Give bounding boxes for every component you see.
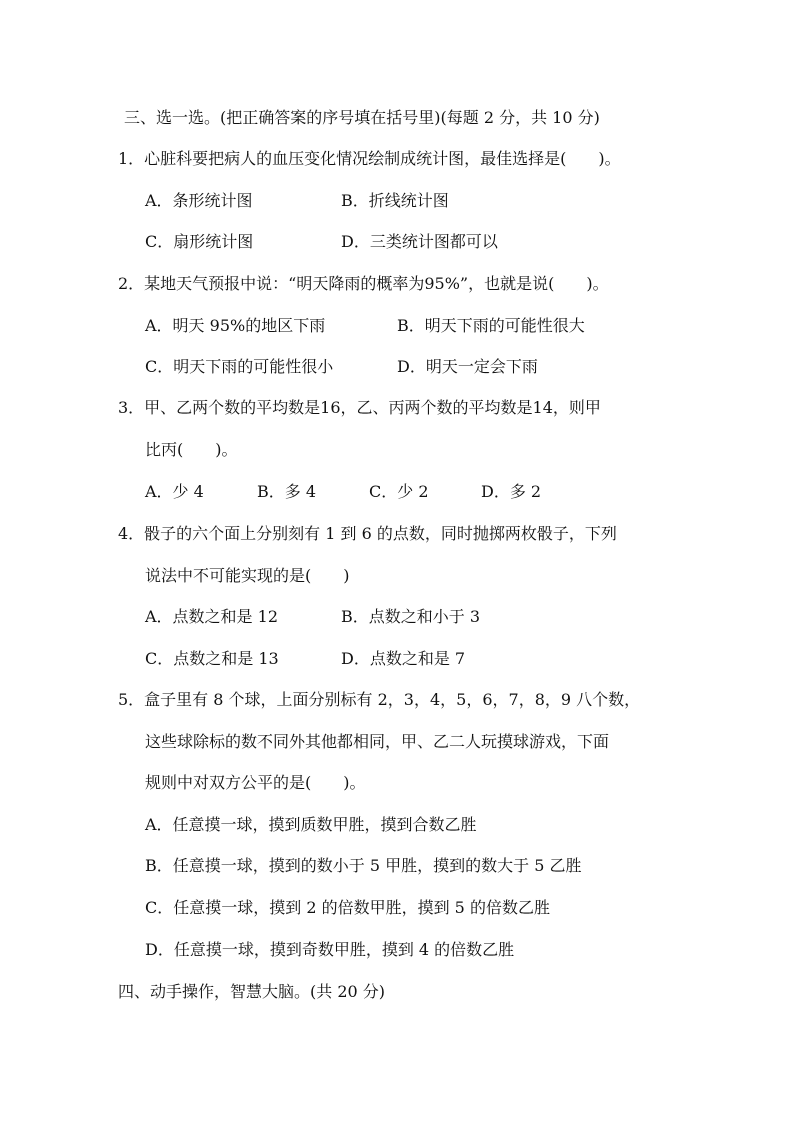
question-4-option-b: B．点数之和小于 3 xyxy=(341,607,481,626)
question-2-option-b: B．明天下雨的可能性很大 xyxy=(397,316,585,335)
question-3-option-b: B．多 4 xyxy=(257,482,317,501)
question-4-option-a: A．点数之和是 12 xyxy=(145,607,279,626)
question-5-stem-line-3: 规则中对双方公平的是( )。 xyxy=(145,773,366,792)
question-1-option-a: A．条形统计图 xyxy=(145,191,253,210)
question-2-option-a: A．明天 95%的地区下雨 xyxy=(145,316,326,335)
question-3-stem-line-1: 3．甲、乙两个数的平均数是16，乙、丙两个数的平均数是14，则甲 xyxy=(118,398,601,417)
question-2-option-d: D．明天一定会下雨 xyxy=(397,357,538,376)
question-5-stem-line-1: 5．盒子里有 8 个球，上面分别标有 2，3，4，5，6，7，8，9 八个数， xyxy=(118,690,641,709)
question-5-option-c: C．任意摸一球，摸到 2 的倍数甲胜，摸到 5 的倍数乙胜 xyxy=(145,898,550,917)
question-5-stem-line-2: 这些球除标的数不同外其他都相同，甲、乙二人玩摸球游戏，下面 xyxy=(145,732,610,751)
question-5-option-d: D．任意摸一球，摸到奇数甲胜，摸到 4 的倍数乙胜 xyxy=(145,940,515,959)
section-3-heading: 三、选一选。(把正确答案的序号填在括号里)(每题 2 分，共 10 分) xyxy=(124,108,600,127)
question-4-option-c: C．点数之和是 13 xyxy=(145,649,279,668)
question-1-option-c: C．扇形统计图 xyxy=(145,232,254,251)
question-5-option-b: B．任意摸一球，摸到的数小于 5 甲胜，摸到的数大于 5 乙胜 xyxy=(145,856,582,875)
question-4-stem-line-1: 4．骰子的六个面上分别刻有 1 到 6 的点数，同时抛掷两枚骰子，下列 xyxy=(118,524,617,543)
question-1-stem: 1．心脏科要把病人的血压变化情况绘制成统计图，最佳选择是( )。 xyxy=(118,149,621,168)
question-4-stem-line-2: 说法中不可能实现的是( ) xyxy=(145,566,350,585)
question-3-option-d: D．多 2 xyxy=(481,482,542,501)
question-1-option-b: B．折线统计图 xyxy=(341,191,449,210)
question-3-option-a: A．少 4 xyxy=(145,482,204,501)
question-3-option-c: C．少 2 xyxy=(369,482,429,501)
question-3-stem-line-2: 比丙( )。 xyxy=(145,440,238,459)
question-1-option-d: D．三类统计图都可以 xyxy=(341,232,498,251)
question-2-option-c: C．明天下雨的可能性很小 xyxy=(145,357,334,376)
question-5-option-a: A．任意摸一球，摸到质数甲胜，摸到合数乙胜 xyxy=(145,815,477,834)
question-2-stem: 2．某地天气预报中说：“明天降雨的概率为95%”，也就是说( )。 xyxy=(118,274,609,293)
question-4-option-d: D．点数之和是 7 xyxy=(341,649,466,668)
section-4-heading: 四、动手操作，智慧大脑。(共 20 分) xyxy=(118,982,386,1001)
